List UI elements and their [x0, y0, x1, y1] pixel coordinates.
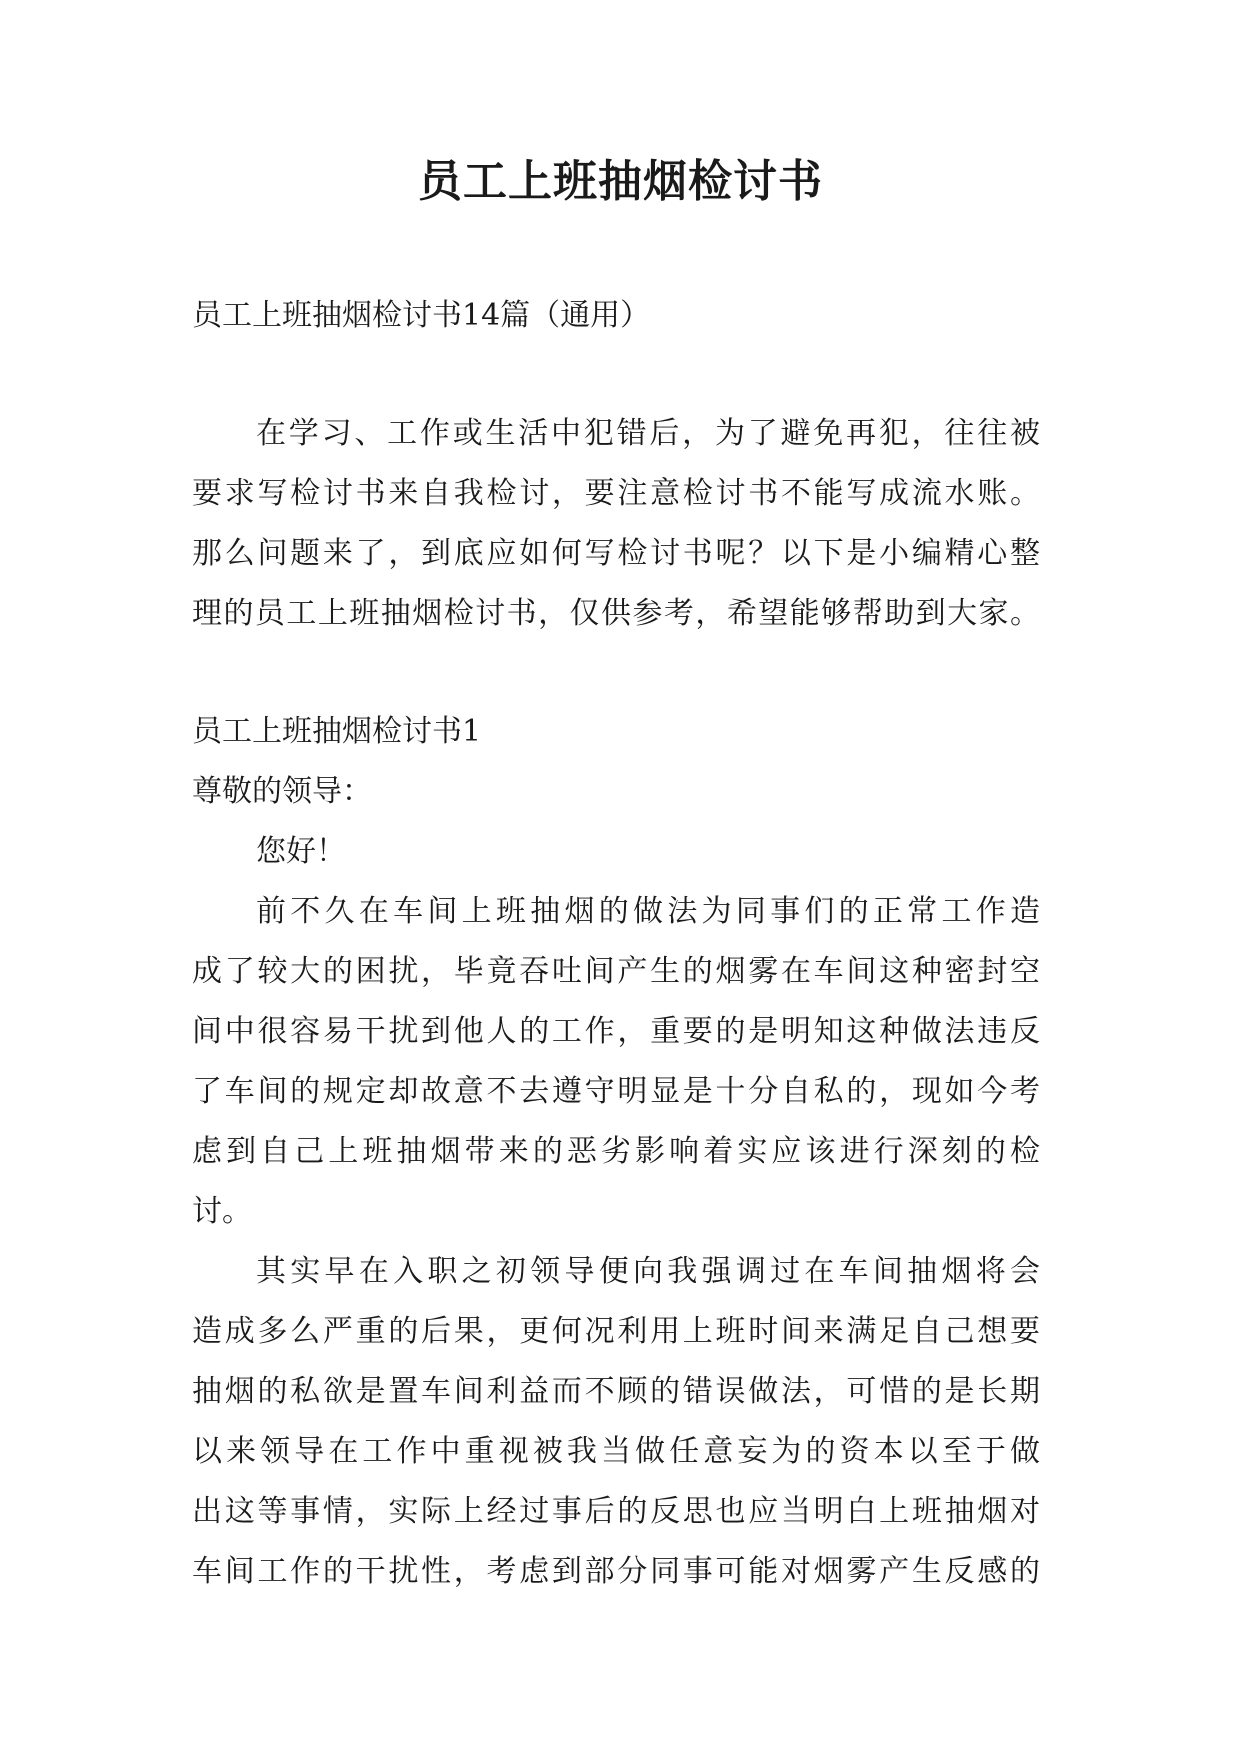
- letter-section: [192, 702, 1072, 1602]
- intro-line: 在学习、工作或生活中犯错后，为了避免再犯，往往被: [256, 416, 1040, 451]
- intro-line: 那么问题来了，到底应如何写检讨书呢？以下是小编精心整: [192, 536, 1040, 571]
- document-title: 员工上班抽烟检讨书: [418, 156, 823, 207]
- letter-paragraph-2: [192, 1242, 1072, 1602]
- paragraph-line: 其实早在入职之初领导便向我强调过在车间抽烟将会: [256, 1254, 1040, 1289]
- paragraph-line: 造成多么严重的后果，更何况利用上班时间来满足自己想要: [192, 1314, 1040, 1349]
- paragraph-line: 了车间的规定却故意不去遵守明显是十分自私的，现如今考: [192, 1074, 1040, 1109]
- paragraph-line: 车间工作的干扰性，考虑到部分同事可能对烟雾产生反感的: [192, 1554, 1040, 1589]
- intro-paragraph: [192, 404, 1072, 644]
- intro-line: 理的员工上班抽烟检讨书，仅供参考，希望能够帮助到大家。: [192, 596, 1040, 631]
- document-body: [192, 286, 1072, 1602]
- paragraph-line: 虑到自己上班抽烟带来的恶劣影响着实应该进行深刻的检: [192, 1134, 1040, 1169]
- paragraph-line: 成了较大的困扰，毕竟吞吐间产生的烟雾在车间这种密封空: [192, 954, 1040, 989]
- paragraph-line: 以来领导在工作中重视被我当做任意妄为的资本以至于做: [192, 1434, 1040, 1469]
- document-subtitle: 员工上班抽烟检讨书14篇（通用）: [192, 298, 651, 333]
- salutation: 尊敬的领导：: [192, 774, 372, 809]
- intro-line: 要求写检讨书来自我检讨，要注意检讨书不能写成流水账。: [192, 476, 1040, 511]
- paragraph-line: 抽烟的私欲是置车间利益而不顾的错误做法，可惜的是长期: [192, 1374, 1040, 1409]
- paragraph-line: 前不久在车间上班抽烟的做法为同事们的正常工作造: [256, 894, 1040, 929]
- paragraph-line: 间中很容易干扰到他人的工作，重要的是明知这种做法违反: [192, 1014, 1040, 1049]
- section-heading: 员工上班抽烟检讨书1: [192, 714, 482, 749]
- paragraph-line: 出这等事情，实际上经过事后的反思也应当明白上班抽烟对: [192, 1494, 1040, 1529]
- letter-paragraph-1: [192, 882, 1072, 1242]
- greeting: 您好！: [256, 834, 346, 869]
- paragraph-line: 讨。: [192, 1194, 252, 1229]
